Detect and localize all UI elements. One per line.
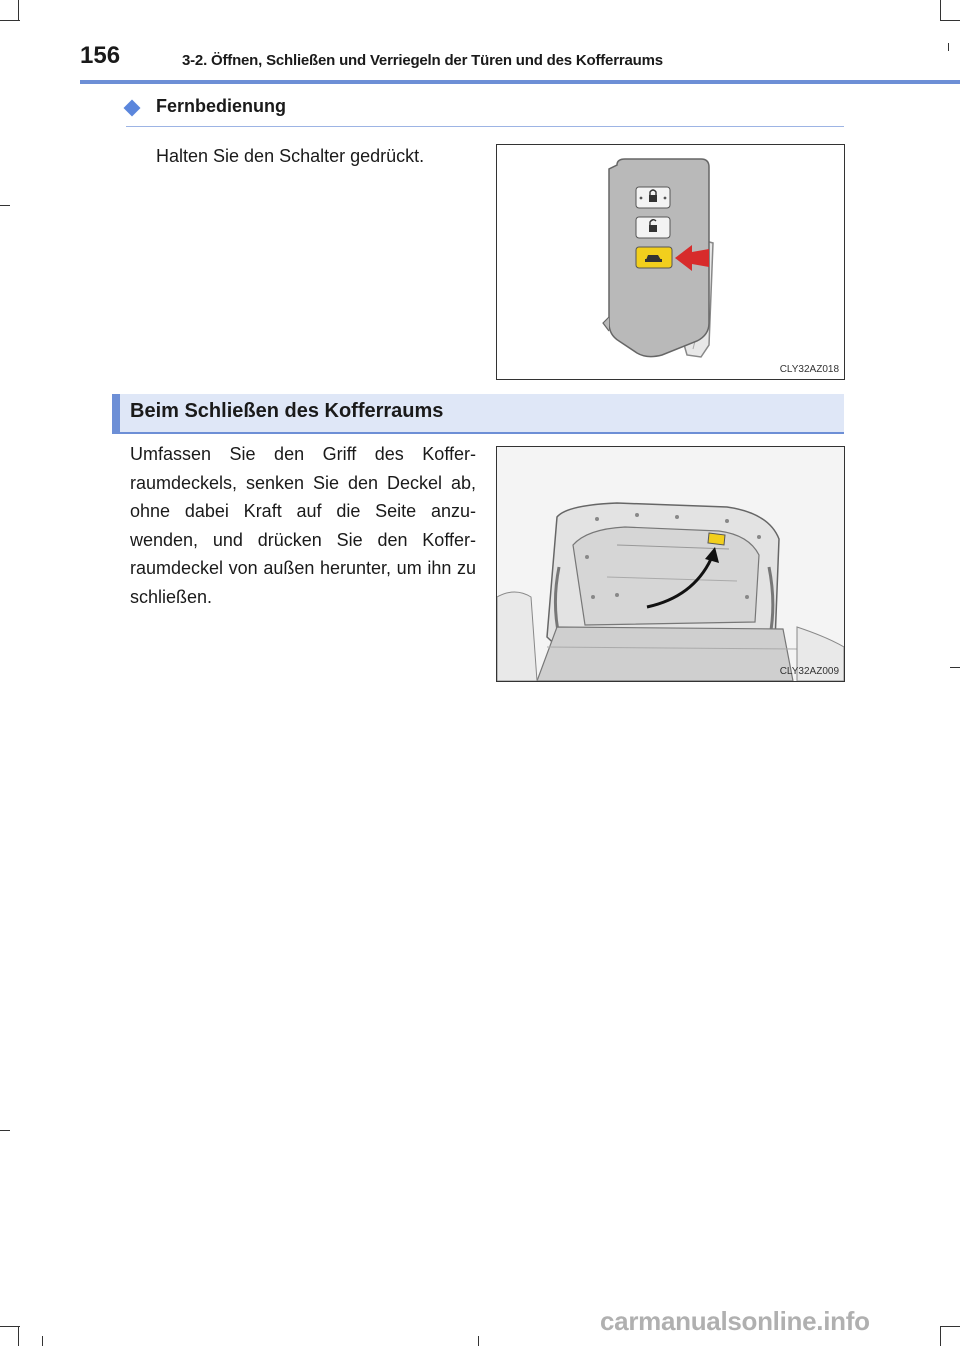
figure-code: CLY32AZ018 xyxy=(779,364,839,375)
crop-mark xyxy=(0,20,20,21)
section-heading xyxy=(112,394,844,434)
crop-mark xyxy=(0,205,10,206)
crop-mark xyxy=(940,1326,941,1346)
crop-mark xyxy=(0,1326,20,1327)
crop-mark xyxy=(948,43,949,51)
closing-instruction: Umfassen Sie den Griff des Koffer-raumdeckels, senken Sie den Deckel ab, ohne dabei Kraft auf die Seite anzu-wenden, und drücken Sie den Koffer-raumdeckel von außen herunter, um ihn zu schließen. xyxy=(130,444,476,607)
crop-mark xyxy=(940,0,941,20)
crop-mark xyxy=(18,0,19,20)
section-accent-bar xyxy=(112,394,120,434)
figure-code: CLY32AZ009 xyxy=(779,666,839,677)
key-fob-illustration xyxy=(497,145,844,379)
crop-mark xyxy=(940,20,960,21)
diamond-bullet-icon xyxy=(124,100,141,117)
crop-mark xyxy=(940,1326,960,1327)
section-heading-text: Beim Schließen des Kofferraums xyxy=(130,400,444,422)
crop-mark xyxy=(0,1130,10,1131)
header-rule xyxy=(80,80,960,84)
crop-mark xyxy=(950,667,960,668)
remote-heading-text: Fernbedienung xyxy=(156,96,286,116)
chapter-title: 3-2. Öffnen, Schließen und Verriegeln der Türen und des Kofferraums xyxy=(182,52,663,69)
remote-instruction: Halten Sie den Schalter gedrückt. xyxy=(156,146,425,166)
trunk-lid-figure xyxy=(496,446,845,682)
page-number: 156 xyxy=(80,42,121,69)
crop-mark xyxy=(42,1336,43,1346)
crop-mark xyxy=(478,1336,479,1346)
crop-mark xyxy=(18,1326,19,1346)
watermark-link[interactable]: carmanualsonline.info xyxy=(600,1306,870,1336)
key-fob-figure xyxy=(496,144,845,380)
remote-heading xyxy=(126,94,844,127)
trunk-lid-illustration xyxy=(497,447,844,681)
